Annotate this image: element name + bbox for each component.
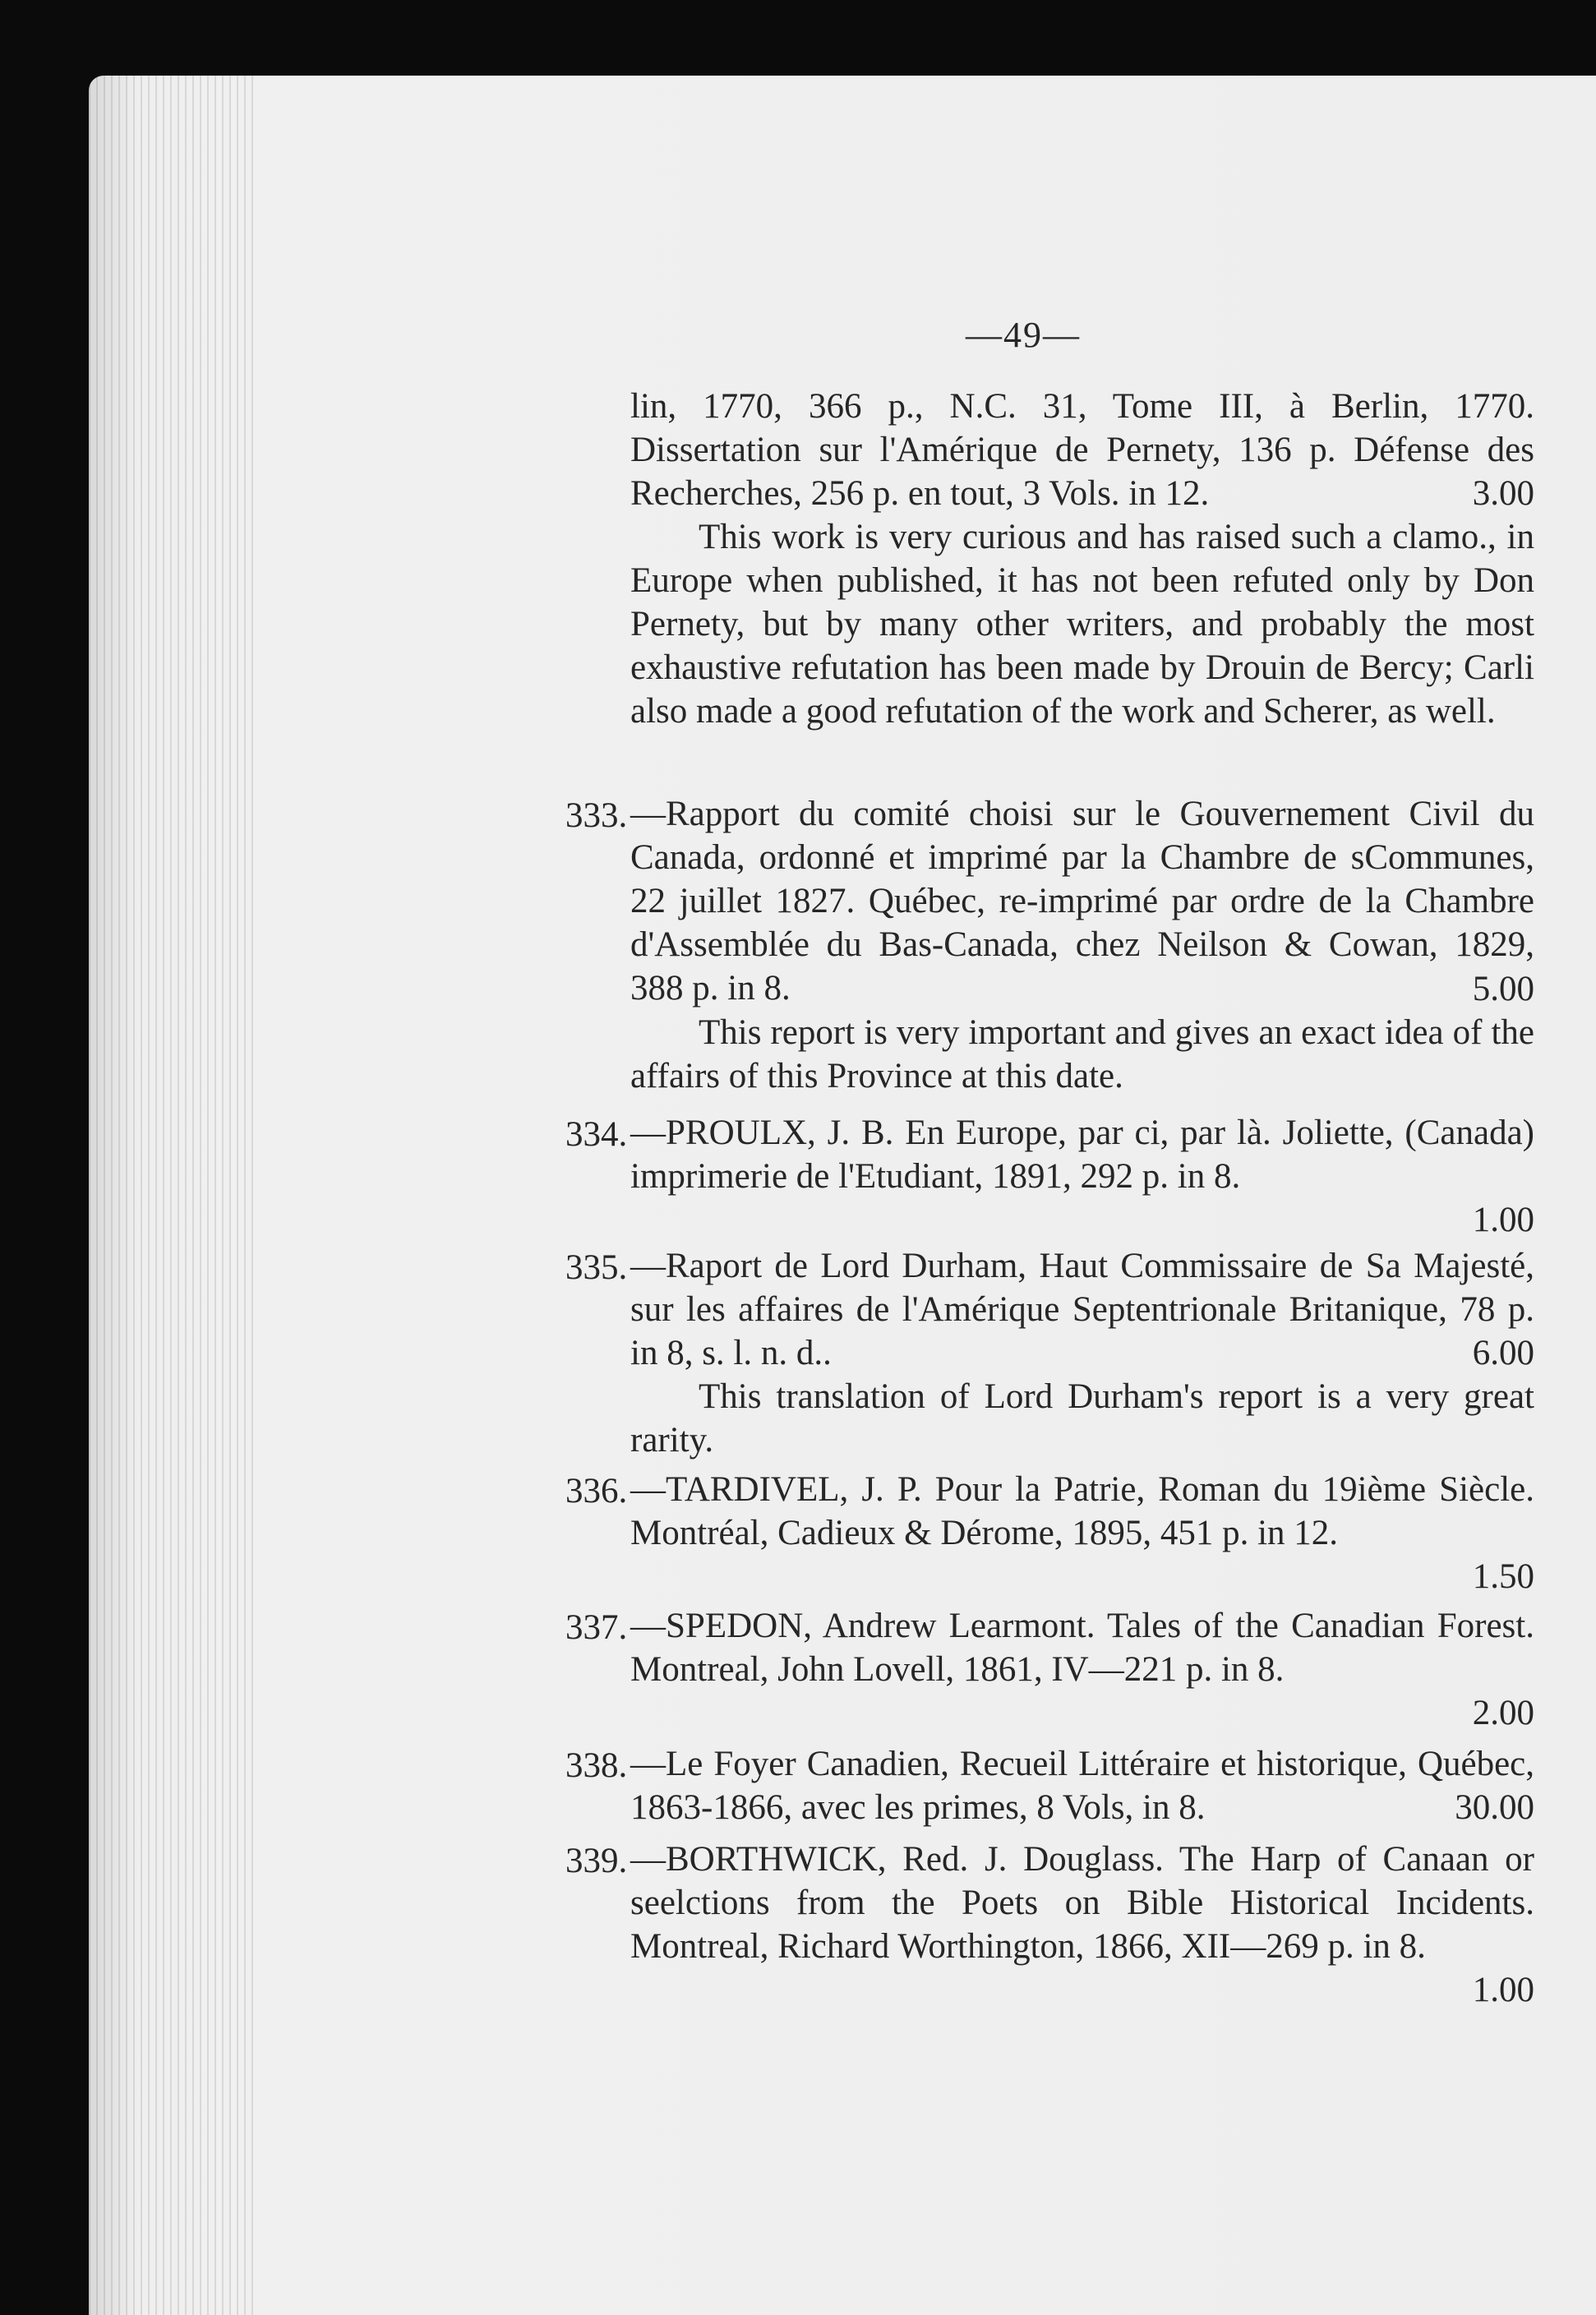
entry-price: 1.00 bbox=[1472, 1971, 1534, 2009]
entry-price: 30.00 bbox=[1455, 1788, 1534, 1827]
entry-text: —PROULX, J. B. En Europe, par ci, par là. Joliette, (Canada) imprimerie de l'Etudiant, 1891, 292 p. in 8. bbox=[630, 1114, 1534, 1196]
page-number: —49— bbox=[966, 315, 1081, 355]
intro-text: lin, 1770, 366 p., N.C. 31, Tome III, à Berlin, 1770. Dissertation sur l'Amérique de Pernety, 136 p. Défense des Recherches, 256 p. en tout, 3 Vols. in 12. bbox=[630, 387, 1534, 513]
entry-text: —BORTHWICK, Red. J. Douglass. The Harp of Canaan or seelctions from the Poets on Bible Historical Incidents. Montreal, Richard Worthington, 1866, XII—269 p. in 8. bbox=[630, 1840, 1534, 1966]
entry-price: 2.00 bbox=[1472, 1694, 1534, 1732]
entry-note: This translation of Lord Durham's report is a very great rarity. bbox=[630, 1377, 1534, 1460]
intro-entry bbox=[630, 385, 1534, 515]
entry-number: 334. bbox=[565, 1115, 628, 1154]
intro-note: This work is very curious and has raised such a clamo., in Europe when published, it has not been refuted only by Don Pernety, but by many other writers, and probably the most exhaustive refutation has been made by Drouin de Bercy; Carli also made a good refutation of the work and Scherer, as well. bbox=[630, 518, 1534, 731]
entry-number: 339. bbox=[565, 1842, 628, 1880]
entry-price: 1.00 bbox=[1472, 1201, 1534, 1239]
entry-number: 333. bbox=[565, 796, 628, 835]
entry-text: —Raport de Lord Durham, Haut Commissaire de Sa Majesté, sur les affaires de l'Amérique Septentrionale Britanique, 78 p. in 8, s. l. n. d.. bbox=[630, 1247, 1534, 1372]
entry-text: —TARDIVEL, J. P. Pour la Patrie, Roman du 19ième Siècle. Montréal, Cadieux & Dérome, 1895, 451 p. in 12. bbox=[630, 1470, 1534, 1552]
entry-number: 335. bbox=[565, 1248, 628, 1287]
entry-number: 338. bbox=[565, 1746, 628, 1785]
entry-text: —Rapport du comité choisi sur le Gouvernement Civil du Canada, ordonné et imprimé par la Chambre de sCommunes, 22 juillet 1827. Québec, re-imprimé par ordre de la Chambre d'Assemblée du Bas-Canada, chez Neilson & Cowan, 1829, 388 p. in 8. bbox=[630, 795, 1534, 1008]
page-edges bbox=[89, 76, 253, 2315]
entry-price: 5.00 bbox=[1472, 970, 1534, 1008]
entry-price: 1.50 bbox=[1472, 1557, 1534, 1596]
entry-text: —SPEDON, Andrew Learmont. Tales of the Canadian Forest. Montreal, John Lovell, 1861, IV—221 p. in 8. bbox=[630, 1607, 1534, 1689]
entry-number: 336. bbox=[565, 1472, 628, 1510]
entry-text: —Le Foyer Canadien, Recueil Littéraire et historique, Québec, 1863-1866, avec les primes, 8 Vols, in 8. bbox=[630, 1745, 1534, 1827]
entry-price: 6.00 bbox=[1472, 1334, 1534, 1372]
entry-number: 337. bbox=[565, 1608, 628, 1647]
entry-note: This report is very important and gives an exact idea of the affairs of this Province at this date. bbox=[630, 1013, 1534, 1095]
intro-price: 3.00 bbox=[1472, 474, 1534, 513]
